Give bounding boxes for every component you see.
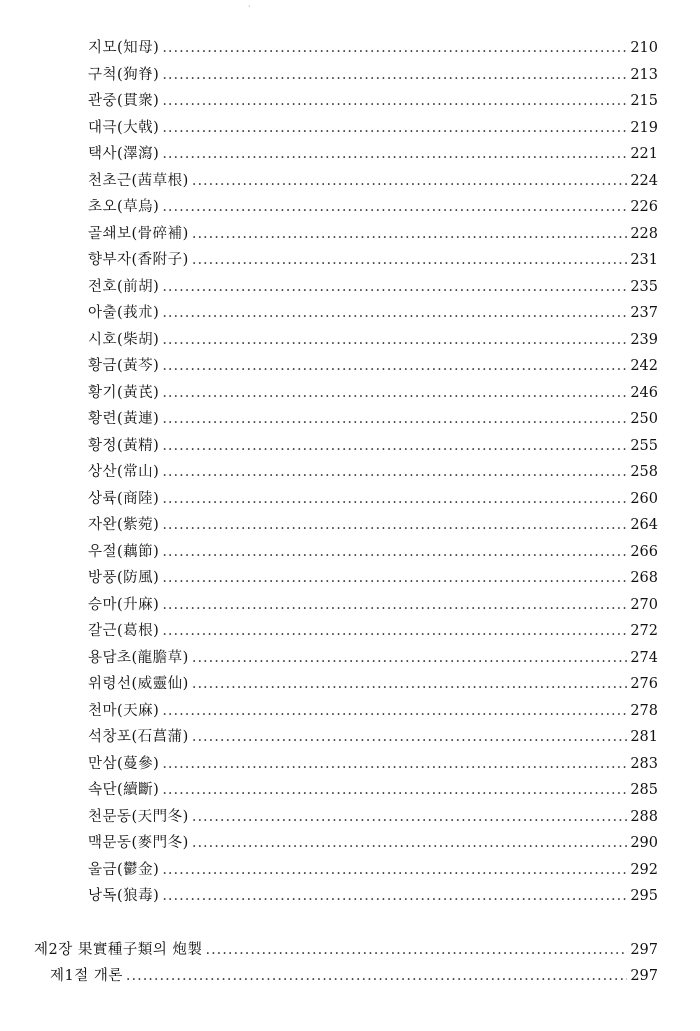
toc-section-entry[interactable] bbox=[50, 966, 658, 986]
toc-entry-page: 266 bbox=[630, 543, 658, 560]
dot-leader bbox=[162, 118, 627, 138]
dot-leader bbox=[205, 940, 627, 960]
toc-entry-page: 272 bbox=[630, 623, 658, 639]
dot-leader bbox=[162, 303, 627, 323]
dot-leader bbox=[162, 701, 627, 721]
toc-entry-page: 281 bbox=[630, 729, 658, 745]
dot-leader bbox=[162, 542, 627, 562]
toc-entry[interactable] bbox=[88, 595, 658, 615]
toc-entry-page: 224 bbox=[630, 172, 658, 189]
toc-entry-label: 천초근(茜草根) bbox=[88, 172, 189, 189]
toc-entry[interactable] bbox=[88, 197, 658, 217]
toc-entry-label: 천문동(天門冬) bbox=[88, 808, 189, 825]
toc-entry-page: 278 bbox=[630, 702, 658, 719]
toc-entry-page: 258 bbox=[630, 464, 658, 480]
dot-leader bbox=[162, 754, 627, 774]
toc-entry-page: 285 bbox=[630, 782, 658, 798]
toc-entry-page: 231 bbox=[630, 252, 658, 268]
toc-entry[interactable] bbox=[88, 409, 658, 429]
toc-entry[interactable] bbox=[88, 144, 658, 164]
toc-entry-label: 속단(續斷) bbox=[88, 782, 160, 798]
toc-chapter-entry[interactable] bbox=[34, 940, 658, 960]
toc-entry-label: 아출(莪朮) bbox=[88, 305, 160, 321]
toc-section-label: 제1절 개론 bbox=[50, 968, 123, 984]
toc-entry[interactable] bbox=[88, 91, 658, 111]
dot-leader bbox=[162, 489, 627, 509]
toc-entry[interactable] bbox=[88, 780, 658, 800]
toc-entry[interactable] bbox=[88, 277, 658, 297]
toc-entry-label: 황금(黃芩) bbox=[88, 358, 160, 374]
toc-entry-label: 황기(黃芪) bbox=[88, 384, 160, 401]
toc-entry-label: 우절(藕節) bbox=[88, 543, 160, 560]
toc-entry[interactable] bbox=[88, 621, 658, 641]
toc-entry[interactable] bbox=[88, 436, 658, 456]
toc-entry[interactable] bbox=[88, 754, 658, 774]
dot-leader bbox=[162, 886, 627, 906]
toc-entry[interactable] bbox=[88, 568, 658, 588]
toc-entry-label: 구척(狗脊) bbox=[88, 66, 160, 83]
dot-leader bbox=[162, 383, 627, 403]
dot-leader bbox=[162, 197, 627, 217]
toc-entry[interactable] bbox=[88, 330, 658, 350]
toc-entry-label: 시호(柴胡) bbox=[88, 331, 160, 348]
toc-entry-label: 천마(天麻) bbox=[88, 702, 160, 719]
toc-entry-page: 255 bbox=[630, 437, 658, 454]
toc-entry-page: 239 bbox=[630, 331, 658, 348]
toc-entry-page: 292 bbox=[630, 861, 658, 878]
toc-entry[interactable] bbox=[88, 701, 658, 721]
toc-entry[interactable] bbox=[88, 886, 658, 906]
toc-entry-page: 228 bbox=[630, 225, 658, 242]
toc-entry[interactable] bbox=[88, 303, 658, 323]
toc-entry-page: 210 bbox=[630, 40, 658, 56]
dot-leader bbox=[192, 833, 627, 853]
dot-leader bbox=[162, 277, 627, 297]
toc-entry-page: 295 bbox=[630, 888, 658, 904]
toc-entry[interactable] bbox=[88, 515, 658, 535]
toc-chapter-label: 제2장 果實種子類의 炮製 bbox=[34, 942, 203, 958]
toc-entry-label: 갈근(葛根) bbox=[88, 623, 160, 639]
toc-entry-page: 288 bbox=[630, 808, 658, 825]
toc-entry-label: 택사(澤瀉) bbox=[88, 146, 160, 162]
toc-entry-page: 264 bbox=[630, 517, 658, 533]
dot-leader bbox=[162, 38, 627, 58]
toc-entry-label: 상산(常山) bbox=[88, 464, 160, 480]
scan-mark: · bbox=[248, 2, 251, 11]
toc-entry-label: 용담초(龍膽草) bbox=[88, 649, 189, 666]
toc-entry-label: 석창포(石菖蒲) bbox=[88, 729, 189, 745]
toc-entry[interactable] bbox=[88, 860, 658, 880]
toc-entry-label: 초오(草烏) bbox=[88, 199, 160, 215]
dot-leader bbox=[162, 462, 627, 482]
dot-leader bbox=[162, 780, 627, 800]
toc-entry-page: 290 bbox=[630, 835, 658, 851]
toc-entry-label: 지모(知母) bbox=[88, 40, 160, 56]
toc-section-page: 297 bbox=[630, 968, 658, 984]
toc-entry[interactable] bbox=[88, 383, 658, 403]
toc-entry-page: 246 bbox=[630, 384, 658, 401]
toc-entry[interactable] bbox=[88, 489, 658, 509]
toc-entry-label: 관중(貫衆) bbox=[88, 93, 160, 109]
toc-entry[interactable] bbox=[88, 118, 658, 138]
toc-entry-label: 맥문동(麥門冬) bbox=[88, 835, 189, 851]
toc-entry-page: 226 bbox=[630, 199, 658, 215]
dot-leader bbox=[162, 860, 627, 880]
toc-entry-page: 250 bbox=[630, 411, 658, 427]
toc-entry-label: 골쇄보(骨碎補) bbox=[88, 225, 189, 242]
toc-chapter-page: 297 bbox=[630, 942, 658, 958]
toc-entry[interactable] bbox=[88, 224, 658, 244]
dot-leader bbox=[192, 648, 627, 668]
toc-entry-page: 260 bbox=[630, 490, 658, 507]
dot-leader bbox=[162, 65, 627, 85]
toc-entry-page: 283 bbox=[630, 755, 658, 772]
dot-leader bbox=[162, 515, 627, 535]
toc-entry-label: 향부자(香附子) bbox=[88, 252, 189, 268]
dot-leader bbox=[192, 171, 627, 191]
toc-entry-page: 270 bbox=[630, 596, 658, 613]
toc-entry[interactable] bbox=[88, 542, 658, 562]
toc-entry[interactable] bbox=[88, 462, 658, 482]
toc-entry-page: 268 bbox=[630, 570, 658, 586]
toc-entry-page: 219 bbox=[630, 119, 658, 136]
toc-entry[interactable] bbox=[88, 356, 658, 376]
toc-entry-label: 황정(黃精) bbox=[88, 437, 160, 454]
toc-entry-page: 213 bbox=[630, 66, 658, 83]
toc-entry[interactable] bbox=[88, 674, 658, 694]
toc-entry-label: 만삼(蔓參) bbox=[88, 755, 160, 772]
toc-entry-label: 전호(前胡) bbox=[88, 278, 160, 295]
toc-entry-page: 215 bbox=[630, 93, 658, 109]
toc-entry-page: 242 bbox=[630, 358, 658, 374]
dot-leader bbox=[162, 330, 627, 350]
toc-entry-label: 대극(大戟) bbox=[88, 119, 160, 136]
toc-entry[interactable] bbox=[88, 250, 658, 270]
dot-leader bbox=[192, 674, 627, 694]
dot-leader bbox=[192, 807, 627, 827]
toc-entry-label: 방풍(防風) bbox=[88, 570, 160, 586]
dot-leader bbox=[162, 144, 627, 164]
toc-entry[interactable] bbox=[88, 38, 658, 58]
toc-entry-label: 황련(黃連) bbox=[88, 411, 160, 427]
toc-entry-page: 237 bbox=[630, 305, 658, 321]
toc-entry-label: 낭독(狼毒) bbox=[88, 888, 160, 904]
toc-entry[interactable] bbox=[88, 807, 658, 827]
toc-entry[interactable] bbox=[88, 65, 658, 85]
dot-leader bbox=[162, 409, 627, 429]
toc-entry[interactable] bbox=[88, 833, 658, 853]
toc-entry-label: 위령선(威靈仙) bbox=[88, 676, 189, 692]
dot-leader bbox=[162, 595, 627, 615]
toc-entry-label: 승마(升麻) bbox=[88, 596, 160, 613]
toc-entry-label: 상륙(商陸) bbox=[88, 490, 160, 507]
toc-entry-label: 울금(鬱金) bbox=[88, 861, 160, 878]
toc-entry-page: 221 bbox=[630, 146, 658, 162]
toc-entry[interactable] bbox=[88, 648, 658, 668]
dot-leader bbox=[162, 436, 627, 456]
dot-leader bbox=[192, 727, 627, 747]
dot-leader bbox=[192, 250, 627, 270]
toc-entry-page: 235 bbox=[630, 278, 658, 295]
toc-entry-page: 276 bbox=[630, 676, 658, 692]
dot-leader bbox=[162, 621, 627, 641]
toc-entry-label: 자완(紫菀) bbox=[88, 517, 160, 533]
toc-entry-page: 274 bbox=[630, 649, 658, 666]
dot-leader bbox=[162, 568, 627, 588]
dot-leader bbox=[162, 356, 627, 376]
toc-entry[interactable] bbox=[88, 171, 658, 191]
dot-leader bbox=[126, 966, 627, 986]
toc-entry[interactable] bbox=[88, 727, 658, 747]
dot-leader bbox=[192, 224, 627, 244]
dot-leader bbox=[162, 91, 627, 111]
